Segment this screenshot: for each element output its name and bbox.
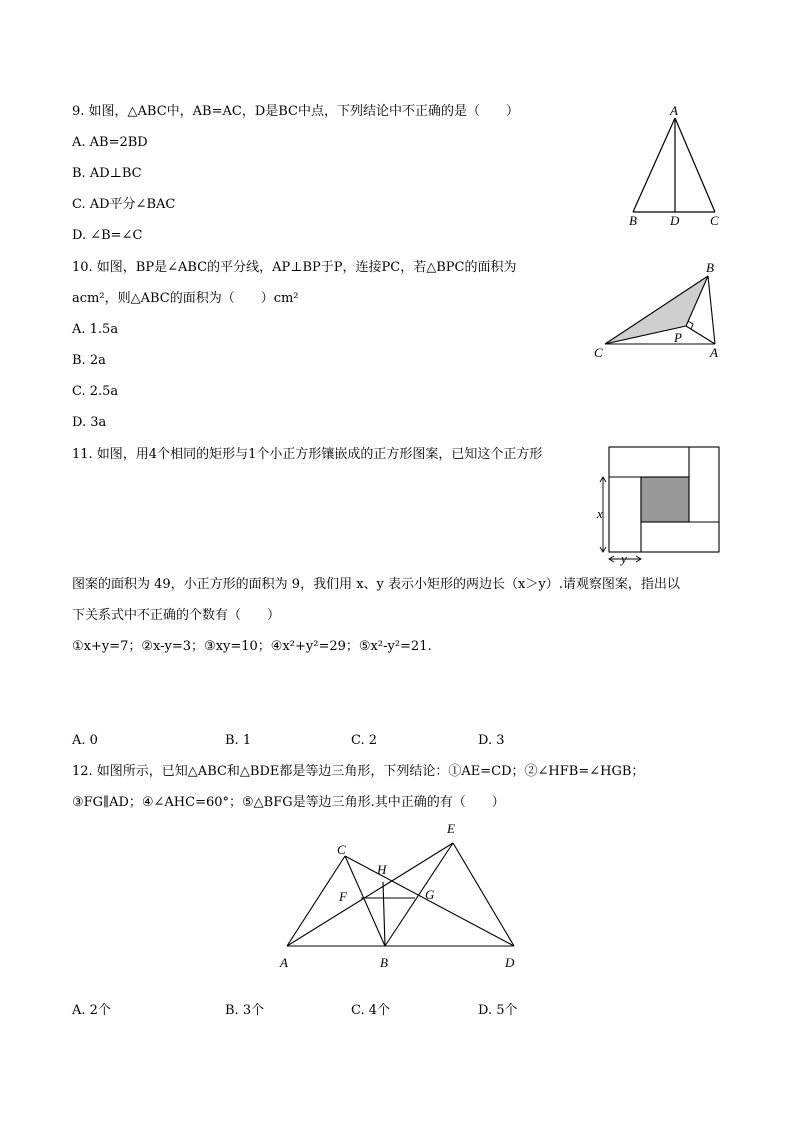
- q11-label-x: x: [597, 506, 603, 521]
- q9-label-a: A: [670, 103, 678, 118]
- q12-label-d: D: [505, 955, 515, 970]
- q12-label-f: F: [339, 889, 347, 904]
- q10-stem-2: acm²，则△ABC的面积为（ ）cm²: [72, 291, 299, 306]
- q12-option-a: A. 2个: [72, 1003, 111, 1018]
- q11-square-pattern-figure: [592, 444, 724, 568]
- q10-option-b: B. 2a: [72, 353, 106, 368]
- q12-option-d: D. 5个: [478, 1003, 518, 1018]
- q12-option-b: B. 3个: [225, 1003, 265, 1018]
- q12-label-a: A: [280, 955, 288, 970]
- q10-triangle-figure: [588, 258, 728, 364]
- q11-option-a: A. 0: [72, 733, 98, 748]
- q12-stem-1: 12. 如图所示，已知△ABC和△BDE都是等边三角形，下列结论：①AE=CD；②∠HFB=∠HGB；: [72, 764, 645, 779]
- q10-stem-1: 10. 如图，BP是∠ABC的平分线，AP⊥BP于P，连接PC，若△BPC的面积为: [72, 260, 517, 275]
- q12-label-e: E: [447, 821, 455, 836]
- q11-relations: ①x+y=7；②x-y=3；③xy=10；④x²+y²=29；⑤x²-y²=21.: [72, 639, 432, 654]
- q11-stem-3: 下关系式中不正确的个数有（ ）: [72, 608, 281, 623]
- q10-label-b: B: [706, 260, 714, 275]
- q10-label-c: C: [594, 345, 603, 360]
- q10-option-c: C. 2.5a: [72, 384, 119, 399]
- q12-label-c: C: [337, 842, 346, 857]
- q12-option-c: C. 4个: [351, 1003, 391, 1018]
- q9-label-c: C: [710, 213, 719, 228]
- q9-stem: 9. 如图，△ABC中，AB=AC，D是BC中点，下列结论中不正确的是（ ）: [72, 104, 519, 119]
- q9-option-d: D. ∠B=∠C: [72, 228, 143, 243]
- q11-option-b: B. 1: [225, 733, 252, 748]
- q9-option-c: C. AD平分∠BAC: [72, 197, 176, 212]
- q11-stem-1: 11. 如图，用4个相同的矩形与1个小正方形镶嵌成的正方形图案，已知这个正方形: [72, 447, 543, 462]
- q9-label-b: B: [629, 213, 637, 228]
- q9-label-d: D: [670, 213, 680, 228]
- q9-option-a: A. AB=2BD: [72, 135, 148, 150]
- q12-label-h: H: [377, 862, 387, 877]
- q9-triangle-figure: [620, 102, 732, 230]
- q10-label-p: P: [674, 330, 682, 345]
- q11-option-d: D. 3: [478, 733, 505, 748]
- q12-equilateral-triangles-figure: [268, 818, 528, 974]
- q12-stem-2: ③FG∥AD；④∠AHC=60°；⑤△BFG是等边三角形.其中正确的有（ ）: [72, 795, 505, 810]
- q9-option-b: B. AD⊥BC: [72, 166, 142, 181]
- q11-stem-2: 图案的面积为 49，小正方形的面积为 9，我们用 x、y 表示小矩形的两边长（x＞y）.请观察图案，指出以: [72, 577, 680, 592]
- q12-label-g: G: [425, 887, 435, 902]
- q11-label-y: y: [621, 551, 627, 566]
- q10-option-a: A. 1.5a: [72, 322, 119, 337]
- q12-label-b: B: [380, 955, 388, 970]
- q11-option-c: C. 2: [351, 733, 378, 748]
- q10-option-d: D. 3a: [72, 415, 107, 430]
- q10-label-a: A: [710, 345, 718, 360]
